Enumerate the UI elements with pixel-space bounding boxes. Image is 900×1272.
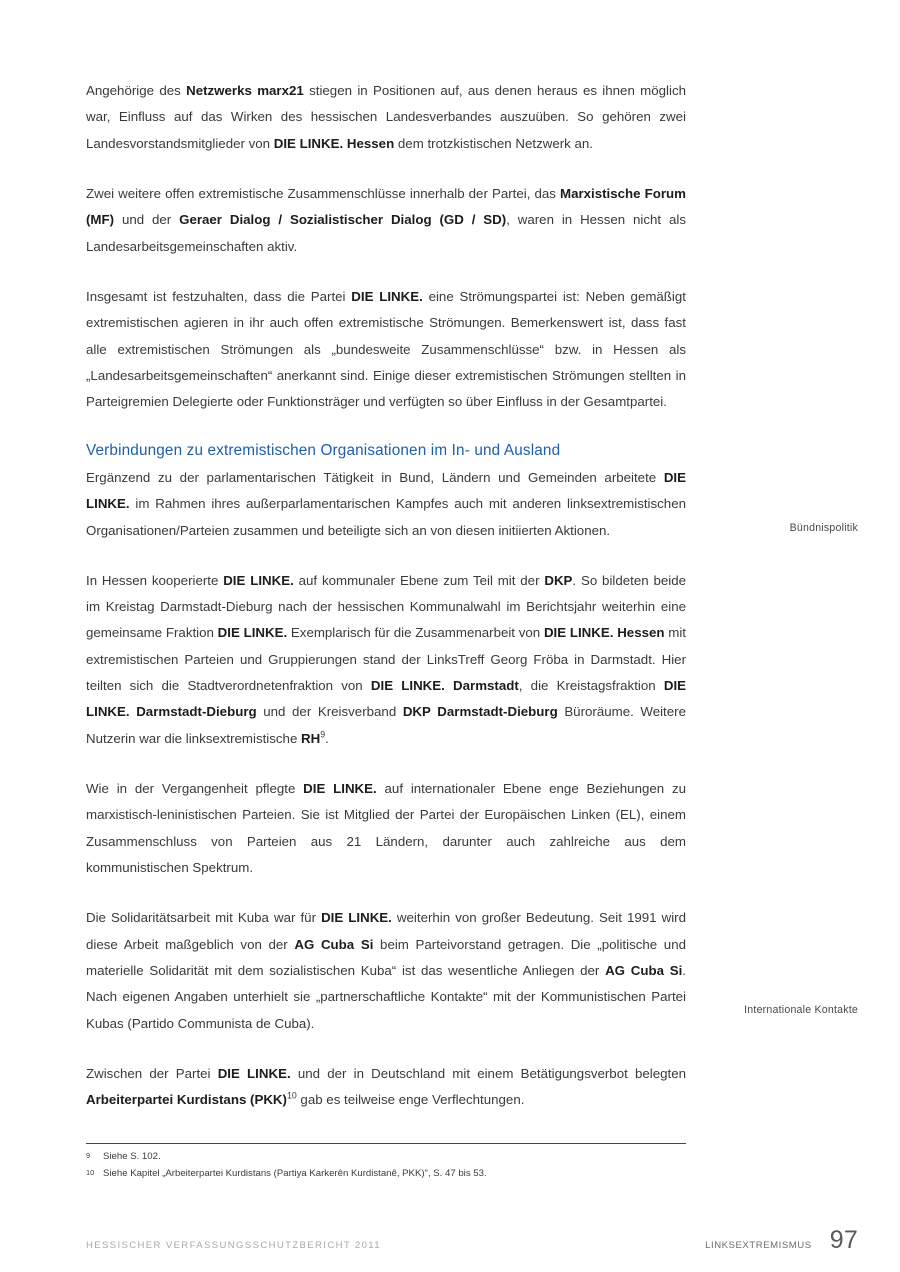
- footnote-item: [86, 1167, 686, 1182]
- bold-run: DIE LINKE.: [217, 1065, 291, 1081]
- bold-run: AG Cuba Si: [294, 936, 374, 952]
- bold-run: DIE LINKE. Darmstadt-Dieburg: [86, 678, 687, 720]
- bold-run: Marxistische Forum (MF): [86, 185, 687, 228]
- paragraph-7: [86, 905, 686, 1037]
- footnote-text: Siehe Kapitel „Arbeiterpartei Kurdistans (Partiya Karkerên Kurdistanê, PKK)", S. 47 bis 53.: [103, 1167, 487, 1179]
- footnote-text: Siehe S. 102.: [103, 1151, 161, 1162]
- text-run: beim Parteivorstand getragen. Die „politische und materielle Solidarität mit dem sozialistischen Kuba“ ist das wesentliche Anliegen der: [86, 936, 686, 978]
- text-run: Zwischen der Partei: [86, 1065, 218, 1081]
- section-block: [86, 439, 686, 543]
- text-run: In Hessen kooperierte: [86, 572, 224, 588]
- bold-run: Geraer Dialog / Sozialistischer Dialog (GD / SD): [179, 212, 507, 228]
- bold-run: RH: [301, 730, 321, 746]
- paragraph-1: [86, 78, 686, 157]
- bold-run: DIE LINKE. Hessen: [543, 625, 665, 641]
- footer-publication-title: HESSISCHER VERFASSUNGSSCHUTZBERICHT 2011: [86, 1240, 381, 1251]
- text-run: und der: [114, 212, 180, 228]
- text-run: . So bildeten beide im Kreistag Darmstadt-Dieburg nach der hessischen Kommunalwahl im Berichtsjahr weiterhin eine gemeinsame Fraktion: [86, 572, 686, 641]
- footnote-reference-9[interactable]: 9: [320, 729, 326, 740]
- text-run: eine Strömungspartei ist: Neben gemäßigt extremistischen agieren in ihr auch offen extremistische Strömungen. Bemerkenswert ist, dass fast alle extremistischen Strömungen als „bundesweite Zusammenschlüsse“ bzw. in Hessen als „Landesarbeitsgemeinschaften“ anerkannt sind. Einige dieser extremistischen Strömungen stellten in Parteigremien Delegierte oder Funktionsträger und verfügten so über Einfluss in der Gesamtpartei.: [86, 288, 686, 410]
- footer-section-label: LINKSEXTREMISMUS: [705, 1240, 812, 1251]
- text-run: auf kommunaler Ebene zum Teil mit der: [293, 572, 545, 588]
- text-run: Exemplarisch für die Zusammenarbeit von: [287, 625, 544, 641]
- bold-run: DIE LINKE.: [351, 288, 423, 304]
- bold-run: DIE LINKE.: [223, 572, 294, 588]
- footnote-item: [86, 1150, 686, 1165]
- text-run: Ergänzend zu der parlamentarischen Tätigkeit in Bund, Ländern und Gemeinden arbeitete: [86, 469, 664, 485]
- bold-run: AG Cuba Si: [605, 962, 683, 978]
- footer-right-group: [705, 1228, 858, 1253]
- text-run: , waren in Hessen nicht als Landesarbeitsgemeinschaften aktiv.: [86, 212, 686, 254]
- bold-run: DIE LINKE.: [303, 781, 377, 797]
- text-run: Insgesamt ist festzuhalten, dass die Partei: [86, 288, 352, 304]
- paragraph-3: [86, 284, 686, 416]
- text-run: weiterhin von großer Bedeutung. Seit 1991 wird diese Arbeit maßgeblich von der: [86, 910, 686, 952]
- bold-run: DKP Darmstadt-Dieburg: [402, 704, 558, 720]
- text-run: dem trotzkistischen Netzwerk an.: [394, 135, 593, 151]
- text-run: Zwei weitere offen extremistische Zusammenschlüsse innerhalb der Partei, das: [86, 185, 560, 201]
- bold-run: DIE LINKE. Darmstadt: [370, 678, 519, 694]
- bold-run: DIE LINKE.: [321, 910, 392, 926]
- text-run: . Nach eigenen Angaben unterhielt sie „partnerschaftliche Kontakte“ mit der Kommunistischen Partei Kubas (Partido Communista de Cuba).: [86, 962, 686, 1031]
- paragraph-6: [86, 776, 686, 881]
- footnote-marker: 9: [86, 1151, 91, 1160]
- footnote-reference-10[interactable]: 10: [286, 1090, 297, 1101]
- bold-run: Arbeiterpartei Kurdistans (PKK): [86, 1092, 287, 1108]
- text-run: Büroräume. Weitere Nutzerin war die linksextremistische: [86, 704, 686, 746]
- main-text-column: [86, 78, 686, 1113]
- text-run: Wie in der Vergangenheit pflegte: [86, 781, 304, 797]
- footnote-separator-rule: [86, 1143, 686, 1144]
- text-run: und der Kreisverband: [256, 704, 403, 720]
- bold-run: DKP: [544, 572, 573, 588]
- bold-run: DIE LINKE.: [217, 625, 288, 641]
- footnote-marker: 10: [86, 1167, 95, 1177]
- paragraph-5: [86, 568, 686, 752]
- text-run: Die Solidaritätsarbeit mit Kuba war für: [86, 910, 322, 926]
- section-heading: Verbindungen zu extremistischen Organisationen im In- und Ausland: [86, 442, 561, 460]
- bold-run: DIE LINKE.: [86, 469, 686, 512]
- text-run: gab es teilweise enge Verflechtungen.: [296, 1092, 525, 1108]
- bold-run: DIE LINKE. Hessen: [273, 135, 395, 151]
- text-run: und der in Deutschland mit einem Betätigungsverbot belegten: [290, 1065, 687, 1081]
- text-run: Angehörige des: [86, 83, 187, 98]
- text-run: auf internationaler Ebene enge Beziehungen zu marxistisch-leninistischen Parteien. Sie ist Mitglied der Partei der Europäischen Linken (EL), einem Zusammenschluss von Parteien aus 21 Ländern, darunter auch zahlreiche aus dem kommunistischen Spektrum.: [86, 781, 686, 875]
- margin-note-internationale-kontakte: Internationale Kontakte: [744, 1004, 858, 1016]
- text-run: stiegen in Positionen auf, aus denen heraus es ihnen möglich war, Einfluss auf das Wirken des hessischen Landesverbandes auszuüben. So gehören zwei Landesvorstandsmitglieder von: [86, 83, 686, 151]
- text-run: mit extremistischen Parteien und Gruppierungen stand der LinksTreff Georg Fröba in Darmstadt. Hier teilten sich die Stadtverordnetenfraktion von: [86, 625, 686, 694]
- page-footer: [86, 1228, 858, 1253]
- margin-note-buendnispolitik: Bündnispolitik: [789, 522, 858, 534]
- bold-run: Netzwerks marx21: [186, 83, 304, 98]
- paragraph-8: [86, 1061, 686, 1114]
- paragraph-2: [86, 181, 686, 260]
- paragraph-4: [86, 465, 686, 544]
- footnotes-section: [86, 1143, 686, 1184]
- text-run: im Rahmen ihres außerparlamentarischen Kampfes auch mit anderen linksextremistischen Organisationen/Parteien zusammen und beteiligte sich an von diesen initiierten Aktionen.: [86, 496, 686, 538]
- text-run: , die Kreistagsfraktion: [518, 678, 664, 694]
- text-run: .: [325, 730, 329, 746]
- page-number: 97: [829, 1226, 858, 1254]
